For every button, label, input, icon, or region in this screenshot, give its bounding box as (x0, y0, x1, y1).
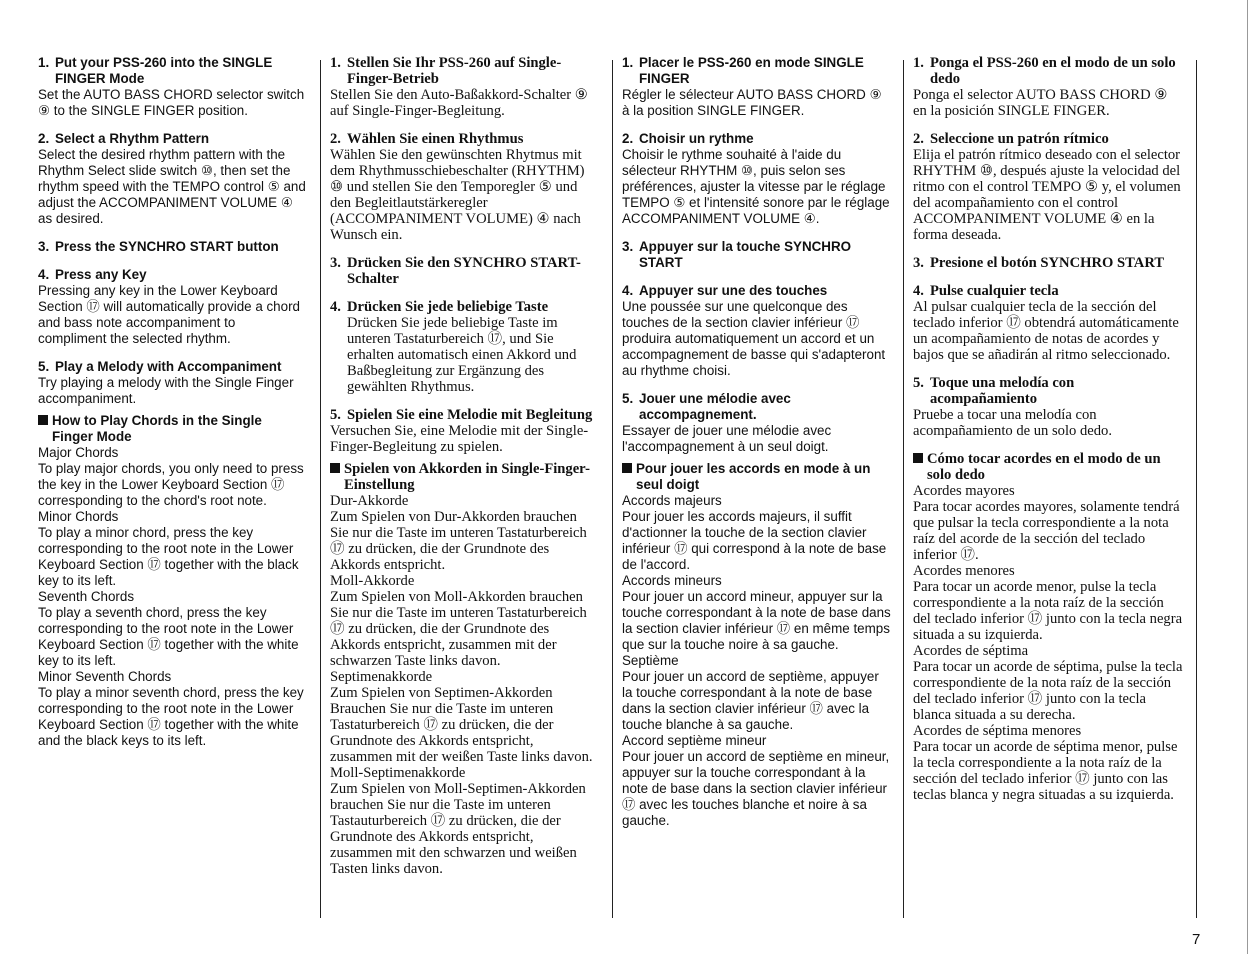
section-5 (330, 407, 594, 455)
chord-type-text: Pour jouer un accord de septième en mineur, appuyer sur la touche correspondant à la note de base dans la section clavier inférieur ⑰ avec les touches blanche et noire à sa gauche. (622, 749, 890, 828)
chord-type-label: Septimenakkorde (330, 669, 433, 685)
chord-type-label: Acordes menores (913, 563, 1015, 579)
chord-type-text: Zum Spielen von Moll-Akkorden brauchen Sie nur die Taste im unteren Tastaturbereich ⑰ zu drücken, die der Grundnote des Akkords entspricht, zusammen mit der schwarzen Taste links davon. (330, 589, 587, 669)
section-body: Une poussée sur une quelconque des touches de la section clavier inférieur ⑰ produira automatiquement un accord et un accompagnement de basse qui s'adapteront au rhythme choisi. (622, 299, 886, 378)
chord-type-label: Moll-Akkorde (330, 573, 415, 589)
section-heading: 1. Stellen Sie Ihr PSS-260 auf Single-Finger-Betrieb (330, 55, 562, 87)
chord-type-text: To play a minor seventh chord, press the key corresponding to the root note in the Lower Keyboard Section ⑰ together with the white and the black keys to its left. (38, 685, 304, 748)
chord-type-label: Accords mineurs (622, 573, 722, 588)
column-german (330, 55, 594, 877)
chord-type-label: Major Chords (38, 445, 119, 460)
section-heading: 3. Press the SYNCHRO START button (38, 239, 279, 254)
chord-type-text: Pour jouer les accords majeurs, il suffit d'actionner la touche de la section clavier inférieur ⑰ qui correspond à la note de base de l'accord. (622, 509, 887, 572)
chord-block-heading: Spielen von Akkorden in Single-Finger-Einstellung (330, 461, 594, 493)
section-body: Set the AUTO BASS CHORD selector switch ⑨ to the SINGLE FINGER position. (38, 87, 305, 118)
section-heading: 2. Seleccione un patrón rítmico (913, 131, 1109, 147)
section-3 (913, 255, 1183, 271)
chord-type-text: To play a minor chord, press the key corresponding to the root note in the Lower Keyboard Section ⑰ together with the black key to its left. (38, 525, 299, 588)
section-5 (913, 375, 1183, 439)
section-body: Drücken Sie jede beliebige Taste im unteren Tastaturbereich ⑰, und Sie erhalten automatisch einen Akkord und Baßbegleitung zur Ergänzung des gewählten Rhythmus. (347, 315, 577, 395)
section-heading: 5. Spielen Sie eine Melodie mit Begleitung (330, 407, 593, 423)
chord-type-label: Dur-Akkorde (330, 493, 409, 509)
section-heading: 4. Pulse cualquier tecla (913, 283, 1059, 299)
section-heading: 2. Choisir un rythme (622, 131, 754, 146)
chord-type-text: Para tocar un acorde de séptima menor, pulse la tecla correspondiente a la nota raíz de la sección del teclado inferior ⑰ junto con las teclas blanca y negra situadas a su izquierda. (913, 739, 1178, 803)
chord-type-label: Minor Chords (38, 509, 119, 524)
chord-block-heading: Pour jouer les accords en mode à un seul doigt (622, 461, 892, 493)
chord-type-label: Accord septième mineur (622, 733, 767, 748)
section-heading: 3. Appuyer sur la touche SYNCHRO START (622, 239, 852, 270)
section-heading: 1. Ponga el PSS-260 en el modo de un solo dedo (913, 55, 1176, 87)
chord-type-text: Zum Spielen von Dur-Akkorden brauchen Sie nur die Taste im unteren Tastaturbereich ⑰ zu drücken, die der Grundnote des Akkords entspricht. (330, 509, 587, 573)
section-heading: 2. Select a Rhythm Pattern (38, 131, 210, 146)
section-4 (38, 267, 306, 347)
section-4 (330, 299, 594, 395)
section-3 (330, 255, 594, 287)
section-heading: 1. Put your PSS-260 into the SINGLE FINGER Mode (38, 55, 273, 86)
section-body: Essayer de jouer une mélodie avec l'accompagnement à un seul doigt. (622, 423, 832, 454)
section-5 (622, 391, 892, 455)
chord-type-label: Moll-Septimenakkorde (330, 765, 466, 781)
section-3 (622, 239, 892, 271)
column-french (622, 55, 892, 829)
section-2 (38, 131, 306, 227)
chord-type-label: Acordes mayores (913, 483, 1015, 499)
square-bullet-icon (913, 453, 923, 463)
chord-type-text: Para tocar un acorde de séptima, pulse la tecla correspondiente de la nota raíz de la sección del teclado inferior ⑰ junto con la tecla blanca situada a su derecha. (913, 659, 1183, 723)
chord-type-text: Zum Spielen von Moll-Septimen-Akkorden brauchen Sie nur die Taste im unteren Tastauturbereich ⑰ zu drücken, die der Grundnote des Akkords entspricht, zusammen mit den schwarzen und weißen Tasten links davon. (330, 781, 586, 877)
section-heading: 5. Play a Melody with Accompaniment (38, 359, 282, 374)
section-heading: 1. Placer le PSS-260 en mode SINGLE FINGER (622, 55, 864, 86)
square-bullet-icon (622, 463, 632, 473)
section-body: Choisir le rythme souhaité à l'aide du sélecteur RHYTHM ⑩, puis selon ses préférences, ajuster la vitesse par le réglage TEMPO ⑤ et l'intensité sonore par le réglage ACCOMPANIMENT VOLUME ④. (622, 147, 890, 226)
chord-type-text: Pour jouer un accord de septième, appuyer la touche correspondant à la note de base dans la section clavier inférieur ⑰ avec la touche blanche à sa gauche. (622, 669, 879, 732)
section-2 (622, 131, 892, 227)
chord-block-heading: How to Play Chords in the Single Finger Mode (38, 413, 306, 445)
section-body: Pressing any key in the Lower Keyboard Section ⑰ will automatically provide a chord and bass note accompaniment to compliment the selected rhythm. (38, 283, 300, 346)
section-body: Al pulsar cualquier tecla de la sección del teclado inferior ⑰ obtendrá automáticamente un acompañamiento de notas de acordes y bajos que se añadirán al ritmo seleccionado. (913, 299, 1179, 363)
column-divider (320, 60, 321, 918)
chord-type-text: Para tocar acordes mayores, solamente tendrá que pulsar la tecla correspondiente a la nota raíz del acorde de la sección del teclado inferior ⑰. (913, 499, 1180, 563)
chord-type-label: Accords majeurs (622, 493, 722, 508)
chord-type-label: Septième (622, 653, 679, 668)
chord-type-label: Acordes de séptima (913, 643, 1029, 659)
section-body: Pruebe a tocar una melodía con acompañamiento de un solo dedo. (913, 407, 1112, 439)
section-heading: 5. Toque una melodía con acompañamiento (913, 375, 1075, 407)
section-body: Wählen Sie den gewünschten Rhytmus mit dem Rhythmusschiebeschalter (RHYTHM) ⑩ und stellen Sie den Temporegler ⑤ und den Begleitlautstärkeregler (ACCOMPANIMENT VOLUME) ④ nach Wunsch ein. (330, 147, 585, 243)
section-body: Versuchen Sie, eine Melodie mit der Single-Finger-Begleitung zu spielen. (330, 423, 589, 455)
section-2 (330, 131, 594, 243)
section-body: Régler le sélecteur AUTO BASS CHORD ⑨ à la position SINGLE FINGER. (622, 87, 882, 118)
section-1 (330, 55, 594, 119)
chord-type-label: Acordes de séptima menores (913, 723, 1082, 739)
section-body: Try playing a melody with the Single Finger accompaniment. (38, 375, 294, 406)
section-1 (913, 55, 1183, 119)
section-1 (622, 55, 892, 119)
chord-type-text: Para tocar un acorde menor, pulse la tecla correspondiente a la nota raíz de la sección del teclado inferior ⑰ junto con la tecla negra situada a su izquierda. (913, 579, 1183, 643)
section-body: Ponga el selector AUTO BASS CHORD ⑨ en la posición SINGLE FINGER. (913, 87, 1168, 119)
section-heading: 2. Wählen Sie einen Rhythmus (330, 131, 524, 147)
section-5 (38, 359, 306, 407)
section-body: Elija el patrón rítmico deseado con el selector RHYTHM ⑩, después ajuste la velocidad del ritmo con el control TEMPO ⑤ y, el volumen del acompañamiento con el control ACCOMPANIMENT VOLUME ④ en la forma deseada. (913, 147, 1181, 243)
column-spanish (913, 55, 1183, 803)
column-divider (903, 60, 904, 918)
section-2 (913, 131, 1183, 243)
column-english (38, 55, 306, 749)
square-bullet-icon (38, 415, 48, 425)
section-4 (622, 283, 892, 379)
chord-type-text: To play major chords, you only need to press the key in the Lower Keyboard Section ⑰ corresponding to the chord's root note. (38, 461, 304, 508)
column-divider (612, 60, 613, 918)
section-heading: 3. Presione el botón SYNCHRO START (913, 255, 1165, 271)
chord-type-text: Pour jouer un accord mineur, appuyer sur la touche correspondant à la note de base dans la section clavier inférieur ⑰ en même temps que sur la touche noire à sa gauche. (622, 589, 891, 652)
page-number: 7 (1192, 931, 1201, 948)
section-body: Stellen Sie den Auto-Baßakkord-Schalter ⑨ auf Single-Finger-Begleitung. (330, 87, 588, 119)
chord-type-label: Seventh Chords (38, 589, 135, 604)
section-heading: 4. Press any Key (38, 267, 147, 282)
section-4 (913, 283, 1183, 363)
column-divider (1196, 60, 1197, 918)
section-heading: 4. Drücken Sie jede beliebige Taste (330, 299, 549, 315)
chord-type-text: To play a seventh chord, press the key corresponding to the root note in the Lower Keyboard Section ⑰ together with the white key to its left. (38, 605, 299, 668)
chord-type-text: Zum Spielen von Septimen-Akkorden Brauchen Sie nur die Taste im unteren Tastaturbereich ⑰ zu drücken, die der Grundnote des Akkords entspricht, zusammen mit der weißen Taste links davon. (330, 685, 593, 765)
section-1 (38, 55, 306, 119)
page-edge (1247, 0, 1248, 954)
section-3 (38, 239, 306, 255)
chord-block-heading: Cómo tocar acordes en el modo de un solo dedo (913, 451, 1183, 483)
square-bullet-icon (330, 463, 340, 473)
section-heading: 5. Jouer une mélodie avec accompagnement. (622, 391, 791, 422)
chord-type-label: Minor Seventh Chords (38, 669, 172, 684)
section-heading: 4. Appuyer sur une des touches (622, 283, 828, 298)
section-heading: 3. Drücken Sie den SYNCHRO START-Schalter (330, 255, 581, 287)
section-body: Select the desired rhythm pattern with the Rhythm Select slide switch ⑩, then set the rhythm speed with the TEMPO control ⑤ and adjust the ACCOMPANIMENT VOLUME ④ as desired. (38, 147, 306, 226)
